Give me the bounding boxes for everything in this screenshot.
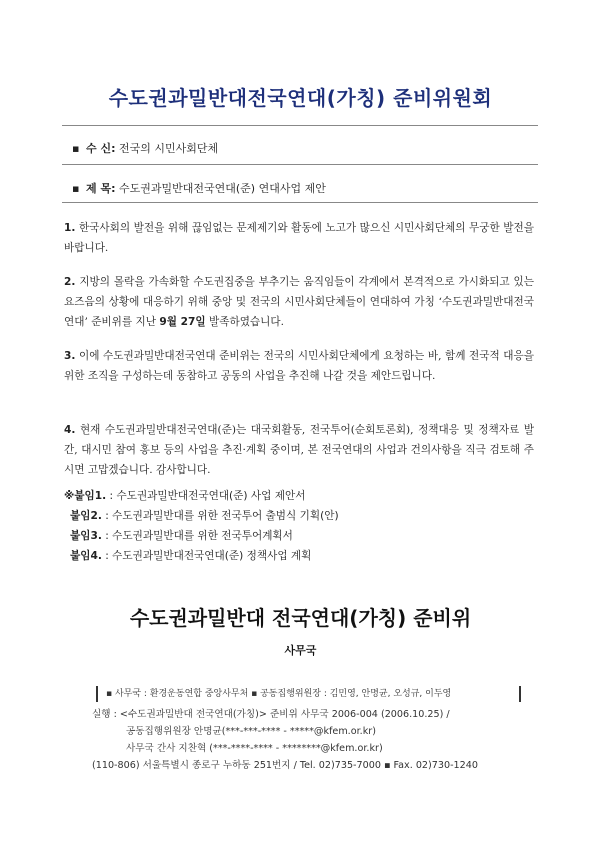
paragraph-number: 4.: [64, 424, 76, 436]
paragraph-text: 한국사회의 발전을 위해 끊임없는 문제제기와 활동에 노고가 많으신 시민사회단체의 무궁한 발전을 바랍니다.: [64, 222, 534, 254]
subject-value: 수도권과밀반대전국연대(준) 연대사업 제안: [118, 182, 326, 195]
recipient-row: [72, 140, 218, 156]
footer: [92, 706, 478, 774]
divider: [62, 202, 538, 203]
attachment-label: 붙임2.: [70, 510, 102, 522]
signature-org: 수도권과밀반대 전국연대(가칭) 준비위: [129, 606, 472, 630]
attachment-text: : 수도권과밀반대전국연대(준) 사업 제안서: [109, 490, 306, 502]
footer-line: (110-806) 서울특별시 종로구 누하동 251번지 / Tel. 02)735-7000 ▪ Fax. 02)730-1240: [92, 760, 478, 771]
paragraph-2: [64, 272, 534, 332]
paragraph-text: 이에 수도권과밀반대전국연대 준비위는 전국의 시민사회단체에게 요청하는 바, 함께 전국적 대응을 위한 조직을 구성하는데 동참하고 공동의 사업을 추진해 나갈 것을 제안드립니다.: [64, 350, 535, 382]
document-title: 수도권과밀반대전국연대(가칭) 준비위원회: [108, 86, 493, 110]
subject-row: [72, 180, 326, 196]
footer-line: 사무국 간사 지찬혁 (***-****-**** - ********@kfem.or.kr): [126, 743, 383, 754]
bullet-icon: ▪: [72, 142, 80, 155]
footer-line: 실행 : <수도권과밀반대 전국연대(가칭)> 준비위 사무국 2006-004 (2006.10.25) /: [92, 709, 450, 720]
paragraph-number: 1.: [64, 222, 76, 234]
attachment-label: 붙임4.: [70, 550, 102, 562]
subject-label: 제 목:: [86, 182, 116, 195]
recipient-label: 수 신:: [86, 142, 116, 155]
info-bar: ▪ 사무국 : 환경운동연합 중앙사무처 ▪ 공동집행위원장 : 김민영, 안명균, 오성규, 이두영: [96, 686, 521, 702]
recipient-value: 전국의 시민사회단체: [118, 142, 219, 155]
attachment-item: [64, 546, 339, 566]
attachment-list: [64, 486, 339, 566]
divider: [62, 125, 538, 126]
signature-dept: 사무국: [284, 644, 317, 657]
attachment-label: ※붙임1.: [64, 490, 107, 502]
paragraph-3: [64, 346, 534, 386]
attachment-item: [64, 506, 339, 526]
paragraph-1: [64, 218, 534, 258]
paragraph-number: 2.: [64, 276, 76, 288]
paragraph-text: 발족하였습니다.: [205, 316, 284, 328]
attachment-item: [64, 486, 339, 506]
footer-line: 공동집행위원장 안명균(***-***-**** - *****@kfem.or.kr): [126, 726, 376, 737]
paragraph-text: 현재 수도권과밀반대전국연대(준)는 대국회활동, 전국투어(순회토론회), 정책대응 및 정책자료 발간, 대시민 참여 홍보 등의 사업을 추진·계획 중이며, 본 전국연대의 사업과 건의사항을 직극 검토해 주시면 고맙겠습니다. 감사합니다.: [64, 424, 534, 476]
paragraph-text: 지방의 몰락을 가속화할 수도권집중을 부추기는 움직임들이 각계에서 본격적으로 가시화되고 있는 요즈음의 상황에 대응하기 위해 중앙 및 전국의 시민사회단체들이 연대하여 가칭 ‘수도권과밀반대전국연대’ 준비위를 지난: [64, 276, 534, 328]
bullet-icon: ▪: [72, 182, 80, 195]
paragraph-number: 3.: [64, 350, 76, 362]
attachment-item: [64, 526, 339, 546]
attachment-text: : 수도권과밀반대를 위한 전국투어계획서: [105, 530, 293, 542]
paragraph-date: 9월 27일: [159, 316, 206, 328]
paragraph-4: [64, 420, 534, 480]
attachment-label: 붙임3.: [70, 530, 102, 542]
attachment-text: : 수도권과밀반대를 위한 전국투어 출범식 기획(안): [105, 510, 339, 522]
divider: [62, 164, 538, 165]
attachment-text: : 수도권과밀반대전국연대(준) 정책사업 계획: [105, 550, 312, 562]
